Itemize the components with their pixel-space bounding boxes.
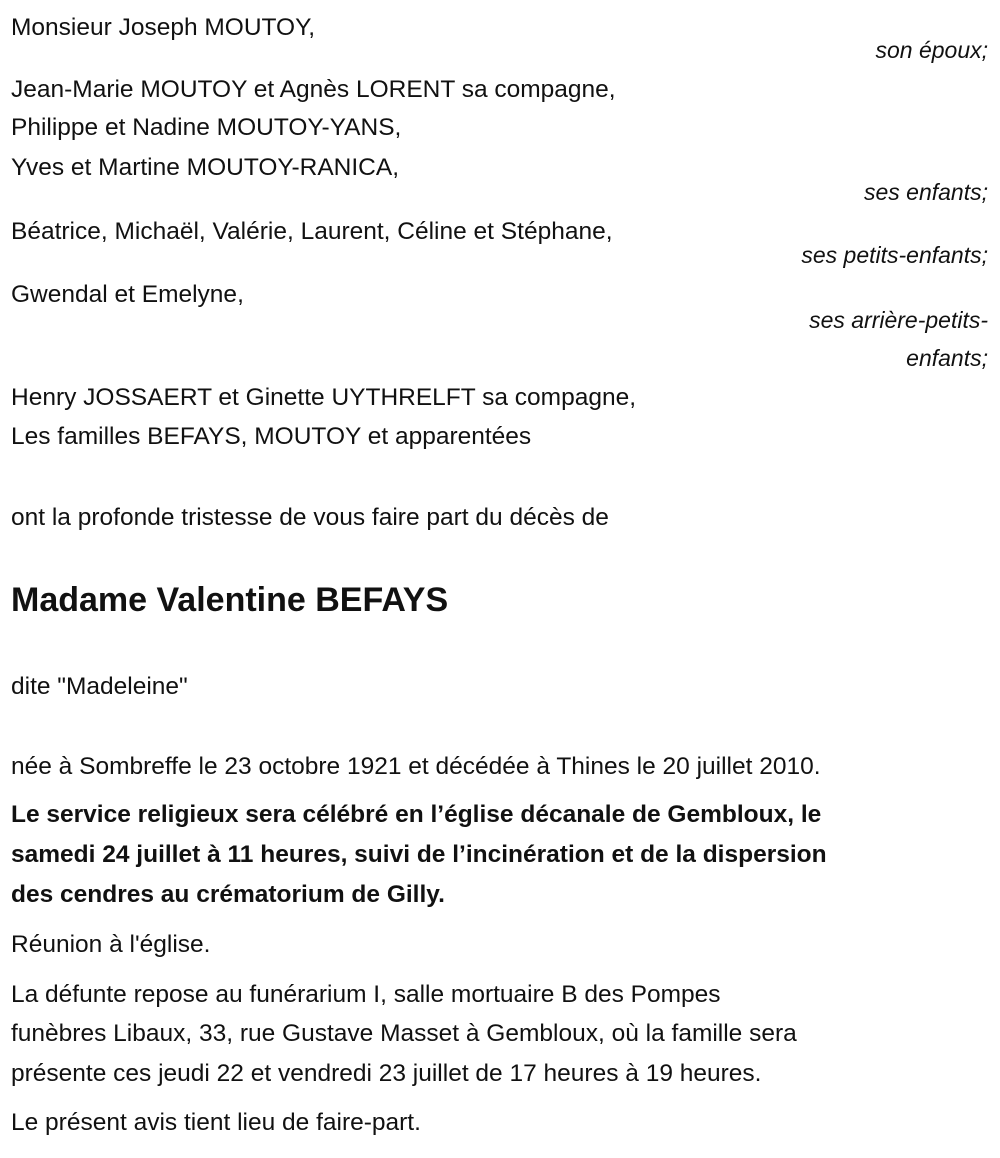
grandchildren-role: ses petits-enfants; bbox=[801, 242, 988, 268]
spouse-name: Monsieur Joseph MOUTOY, bbox=[11, 14, 316, 41]
notice: Le présent avis tient lieu de faire-part. bbox=[11, 1109, 421, 1136]
deceased-name: Madame Valentine BEFAYS bbox=[11, 581, 449, 619]
child-line: Yves et Martine MOUTOY-RANICA, bbox=[11, 154, 400, 181]
service-line: Le service religieux sera célébré en l’église décanale de Gembloux, le bbox=[11, 801, 822, 828]
grandchildren: Béatrice, Michaël, Valérie, Laurent, Céline et Stéphane, bbox=[11, 218, 613, 245]
spouse-role: son époux; bbox=[875, 37, 988, 63]
meeting: Réunion à l'église. bbox=[11, 931, 211, 958]
rest-line: La défunte repose au funérarium I, salle mortuaire B des Pompes bbox=[11, 981, 721, 1008]
child-line: Jean-Marie MOUTOY et Agnès LORENT sa compagne, bbox=[11, 76, 616, 103]
rest-line: présente ces jeudi 22 et vendredi 23 juillet de 17 heures à 19 heures. bbox=[11, 1060, 762, 1087]
children-role: ses enfants; bbox=[863, 179, 988, 205]
great-grandchildren-role-cont: enfants; bbox=[906, 345, 988, 371]
birth-death: née à Sombreffe le 23 octobre 1921 et décédée à Thines le 20 juillet 2010. bbox=[11, 753, 821, 780]
rest-line: funèbres Libaux, 33, rue Gustave Masset à Gembloux, où la famille sera bbox=[11, 1020, 797, 1047]
service-line: samedi 24 juillet à 11 heures, suivi de l’incinération et de la dispersion bbox=[11, 841, 827, 868]
announcement: ont la profonde tristesse de vous faire part du décès de bbox=[11, 504, 609, 531]
other-family: Henry JOSSAERT et Ginette UYTHRELFT sa compagne, bbox=[11, 384, 637, 411]
great-grandchildren-role: ses arrière-petits- bbox=[809, 307, 988, 333]
child-line: Philippe et Nadine MOUTOY-YANS, bbox=[11, 114, 402, 141]
deceased-nickname: dite "Madeleine" bbox=[11, 673, 188, 700]
other-family: Les familles BEFAYS, MOUTOY et apparentées bbox=[11, 423, 532, 450]
great-grandchildren: Gwendal et Emelyne, bbox=[11, 281, 244, 308]
service-line: des cendres au crématorium de Gilly. bbox=[11, 881, 445, 908]
